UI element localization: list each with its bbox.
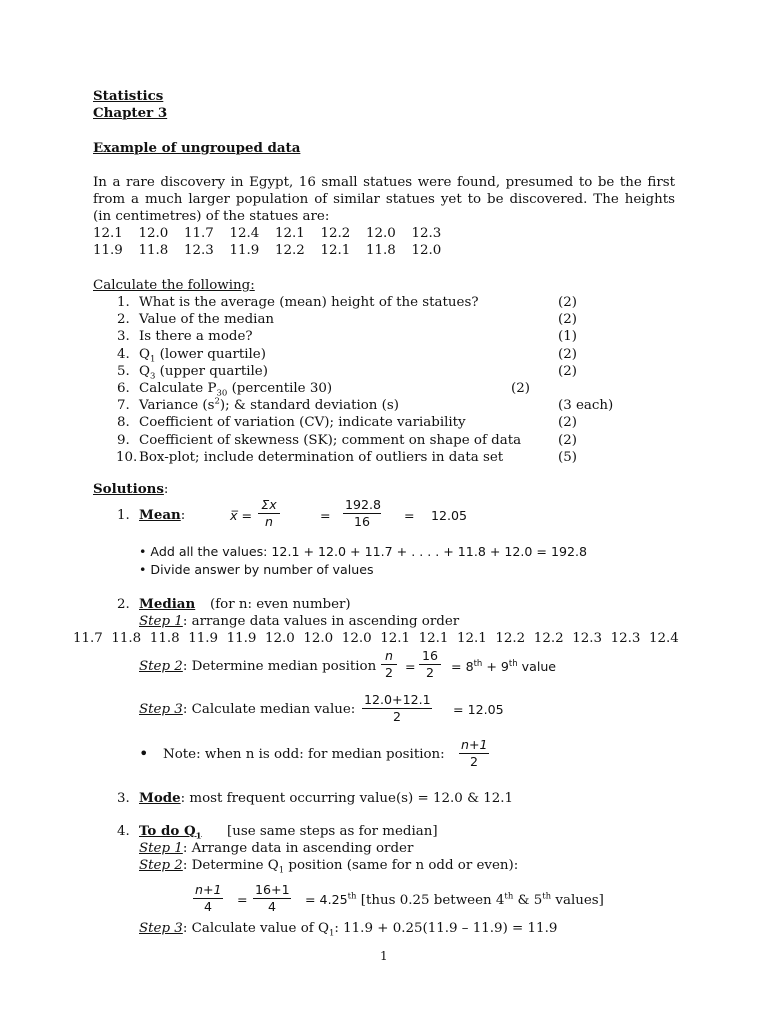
data-row-2 [93,242,493,259]
data-value: 12.3 [411,226,442,241]
question-number: 3. [117,329,130,345]
median-step-1-text: : arrange data values in ascending order [182,614,460,629]
sorted-value: 12.0 [265,631,295,646]
sorted-value: 12.0 [341,631,372,646]
sorted-value: 12.1 [380,631,411,646]
mode-line [139,790,513,807]
question-text [139,432,521,449]
q1-step-1 [139,840,413,857]
median-odd-num: n+1 [461,737,488,752]
q1-fraction-2 [253,882,291,915]
data-value: 12.0 [366,226,396,241]
question-text [139,311,274,328]
question-text-part: Q [139,363,150,379]
question-marks: (1) [558,329,577,345]
data-value: 12.2 [320,226,351,241]
q1-number: 4. [117,824,130,839]
median-value-result [453,701,504,718]
chapter-title: Chapter 3 [93,105,168,121]
question-marks: (2) [558,295,577,310]
question-text-part: ); & standard deviation (s) [219,398,399,414]
q1-f2-num: 16+1 [255,882,290,897]
median-result: 12.05 [467,702,504,717]
median-step-2-label: Step 2 [139,659,183,674]
question-text-part: What is the average (mean) height of the statues? [139,295,479,310]
median-pos-two: 2 [384,665,393,680]
mean-n-denominator: n [265,514,273,529]
question-number: 4. [117,346,130,362]
question-marks: (2) [558,346,577,362]
mean-total: 192.8 [345,497,382,512]
q1-step-3-sub: 1 [328,928,335,939]
q1-label-sub: 1 [195,831,202,842]
q1-step-3-text-a: : Calculate value of Q [182,921,329,936]
question-text [139,414,466,431]
question-text [139,294,479,311]
median-pos-equals-2: = [451,659,462,674]
q1-f1-den: 4 [203,899,212,914]
data-value: 12.2 [275,243,305,258]
median-note: (for n: even number) [210,597,351,612]
median-value-fraction [362,692,432,725]
median-step-3 [139,701,355,718]
question-marks: (2) [511,381,530,396]
data-value: 12.0 [411,243,442,258]
q1-step-2 [139,857,518,874]
sorted-value: 12.1 [457,631,487,646]
question-text-part: Value of the median [139,312,275,328]
median-pos-equals: = [405,659,416,674]
q1-position-result [305,891,604,909]
median-pos-a-sup: th [473,658,483,669]
median-pos-a: 8 [465,659,474,674]
question-text [139,363,268,380]
question-superscript: 2 [214,396,220,407]
question-text-part: Q [139,346,150,362]
sorted-value: 11.8 [111,631,142,646]
question-text-part: Coefficient of variation (CV); indicate variability [139,415,466,431]
median-pos-plus: + 9 [482,659,509,674]
question-number: 7. [117,398,130,414]
q1-f1-num: n+1 [195,882,222,897]
solutions-colon: : [163,482,169,497]
question-text-part: (lower quartile) [155,346,266,362]
mean-xbar: x̅ = [230,508,253,523]
calculate-heading: Calculate the following: [93,278,255,293]
question-text-part: Variance (s [139,398,215,414]
question-number: 5. [117,363,130,379]
question-number: 2. [117,312,130,328]
mean-equals-2: = [404,508,415,523]
q1-res-sup: th [347,891,357,902]
median-step-2 [139,658,376,675]
median-pos-value: value [517,659,557,674]
median-step-1-label: Step 1 [139,614,183,629]
mode-text: : most frequent occurring value(s) = 12.0 & 12.1 [180,791,514,806]
mean-equals-1: = [320,508,331,523]
sorted-value: 11.9 [188,631,219,646]
question-number: 9. [117,432,130,448]
question-text [139,328,253,345]
question-subscript: 1 [149,354,156,365]
q1-f2-den: 4 [267,899,276,914]
bullet-icon: • [139,744,149,763]
median-pos-n: n [385,648,393,663]
solutions-label: Solutions [93,481,164,497]
mode-number: 3. [117,791,130,806]
question-text-part: (upper quartile) [155,363,268,379]
question-marks: (2) [558,363,577,379]
question-text [139,346,266,363]
page-number: 1 [380,949,388,963]
sorted-value: 12.3 [572,631,603,646]
median-sum-expr: 12.0+12.1 [364,692,431,707]
q1-step-1-text: : Arrange data in ascending order [182,841,414,856]
sorted-value: 12.4 [649,631,679,646]
question-subscript: 3 [149,371,156,382]
sorted-value: 12.2 [533,631,564,646]
median-odd-den: 2 [469,754,478,769]
mode-label: Mode [139,790,181,806]
question-text-part: Calculate P [139,381,217,396]
question-number: 6. [117,381,130,396]
median-den: 2 [392,709,401,724]
q1-equals: = [237,892,248,907]
sorted-value: 12.3 [610,631,641,646]
data-value: 11.9 [93,243,123,258]
solutions-heading [93,481,168,498]
q1-step-2-sub: 1 [278,865,285,876]
question-text [139,397,399,414]
question-marks: (5) [558,449,577,465]
question-number: 8. [117,415,130,431]
sorted-value: 12.0 [303,631,334,646]
mean-label: Mean [139,507,181,523]
q1-note: [use same steps as for median] [227,824,438,839]
data-value: 12.3 [184,243,214,258]
mean-result: 12.05 [431,508,468,523]
median-odd-note: Note: when n is odd: for median position: [163,747,445,762]
median-pos-b-sup: th [508,658,518,669]
median-step-2-text: : Determine median position [182,659,377,674]
median-pos-fraction-16 [419,648,441,681]
median-pos-two-2: 2 [425,665,434,680]
question-number: 1. [117,295,130,310]
mean-fraction-sum [258,497,280,530]
q1-step-3-label: Step 3 [139,921,183,936]
q1-res-d: values] [551,893,604,908]
sorted-value: 11.7 [73,631,103,646]
q1-res-sup-3: th [542,891,552,902]
q1-step-2-label: Step 2 [139,858,183,873]
doc-title: Statistics [93,88,164,104]
question-marks: (2) [558,415,577,431]
q1-res-c: & 5 [513,893,543,908]
sorted-value: 12.2 [495,631,526,646]
median-step-1 [139,613,459,630]
q1-fraction-1 [193,882,223,915]
data-value: 11.9 [229,243,260,258]
mean-colon: : [180,508,186,523]
q1-step-2-text-a: : Determine Q [182,858,279,873]
data-row-1 [93,225,493,242]
sorted-value: 11.9 [226,631,257,646]
median-label: Median [139,596,196,612]
data-value: 12.0 [138,226,169,241]
mean-sum-numerator: Σx [261,497,277,512]
median-step-3-label: Step 3 [139,702,183,717]
sorted-value: 12.1 [418,631,449,646]
q1-step-3 [139,920,557,937]
data-value: 12.4 [229,226,260,241]
q1-label: To do Q [139,823,196,839]
data-value: 12.1 [93,226,123,241]
question-number: 10. [116,449,138,465]
q1-res-a: = 4.25 [305,892,348,907]
median-odd-fraction [459,737,489,770]
q1-res-sup-2: th [504,891,514,902]
question-text [139,449,503,466]
q1-step-3-text-b: : 11.9 + 0.25(11.9 – 11.9) = 11.9 [334,921,558,936]
question-text-part: Coefficient of skewness (SK); comment on shape of data [139,432,522,448]
question-text-part: (percentile 30) [227,381,333,396]
mean-fraction-values [343,497,381,530]
q1-heading [139,823,202,840]
q1-res-b: [thus 0.25 between 4 [356,893,505,908]
mean-bullet-2: • Divide answer by number of values [139,562,374,577]
data-value: 11.7 [184,226,214,241]
median-pos-fraction-n [381,648,397,681]
question-marks: (2) [558,432,577,448]
question-marks: (3 each) [558,398,614,414]
mean-bullet-1: • Add all the values: 12.1 + 12.0 + 11.7 + . . . . + 11.8 + 12.0 = 192.8 [139,544,588,559]
data-value: 12.1 [275,226,305,241]
sorted-data-row [73,630,693,647]
intro-paragraph: In a rare discovery in Egypt, 16 small statues were found, presumed to be the first from a much larger population of similar statues yet to be discovered. The heights (in centimetres) of the statues are: [93,175,675,224]
question-subscript: 30 [216,388,228,399]
question-text-part: Box-plot; include determination of outliers in data set [139,449,504,465]
median-number: 2. [117,597,130,612]
median-equals-3: = [453,702,464,717]
data-value: 11.8 [138,243,169,258]
median-pos-16: 16 [421,648,439,663]
median-pos-result [451,658,556,675]
sorted-value: 11.8 [149,631,180,646]
example-title: Example of ungrouped data [93,140,301,156]
question-text-part: Is there a mode? [139,329,253,345]
data-value: 12.1 [320,243,351,258]
mean-heading [139,507,185,524]
mean-count: 16 [353,514,371,529]
question-marks: (2) [558,312,577,328]
question-text [139,380,332,397]
median-step-3-text: : Calculate median value: [182,702,356,717]
mean-number: 1. [117,508,130,523]
data-value: 11.8 [366,243,396,258]
q1-step-2-text-b: position (same for n odd or even): [284,858,519,873]
q1-step-1-label: Step 1 [139,841,183,856]
